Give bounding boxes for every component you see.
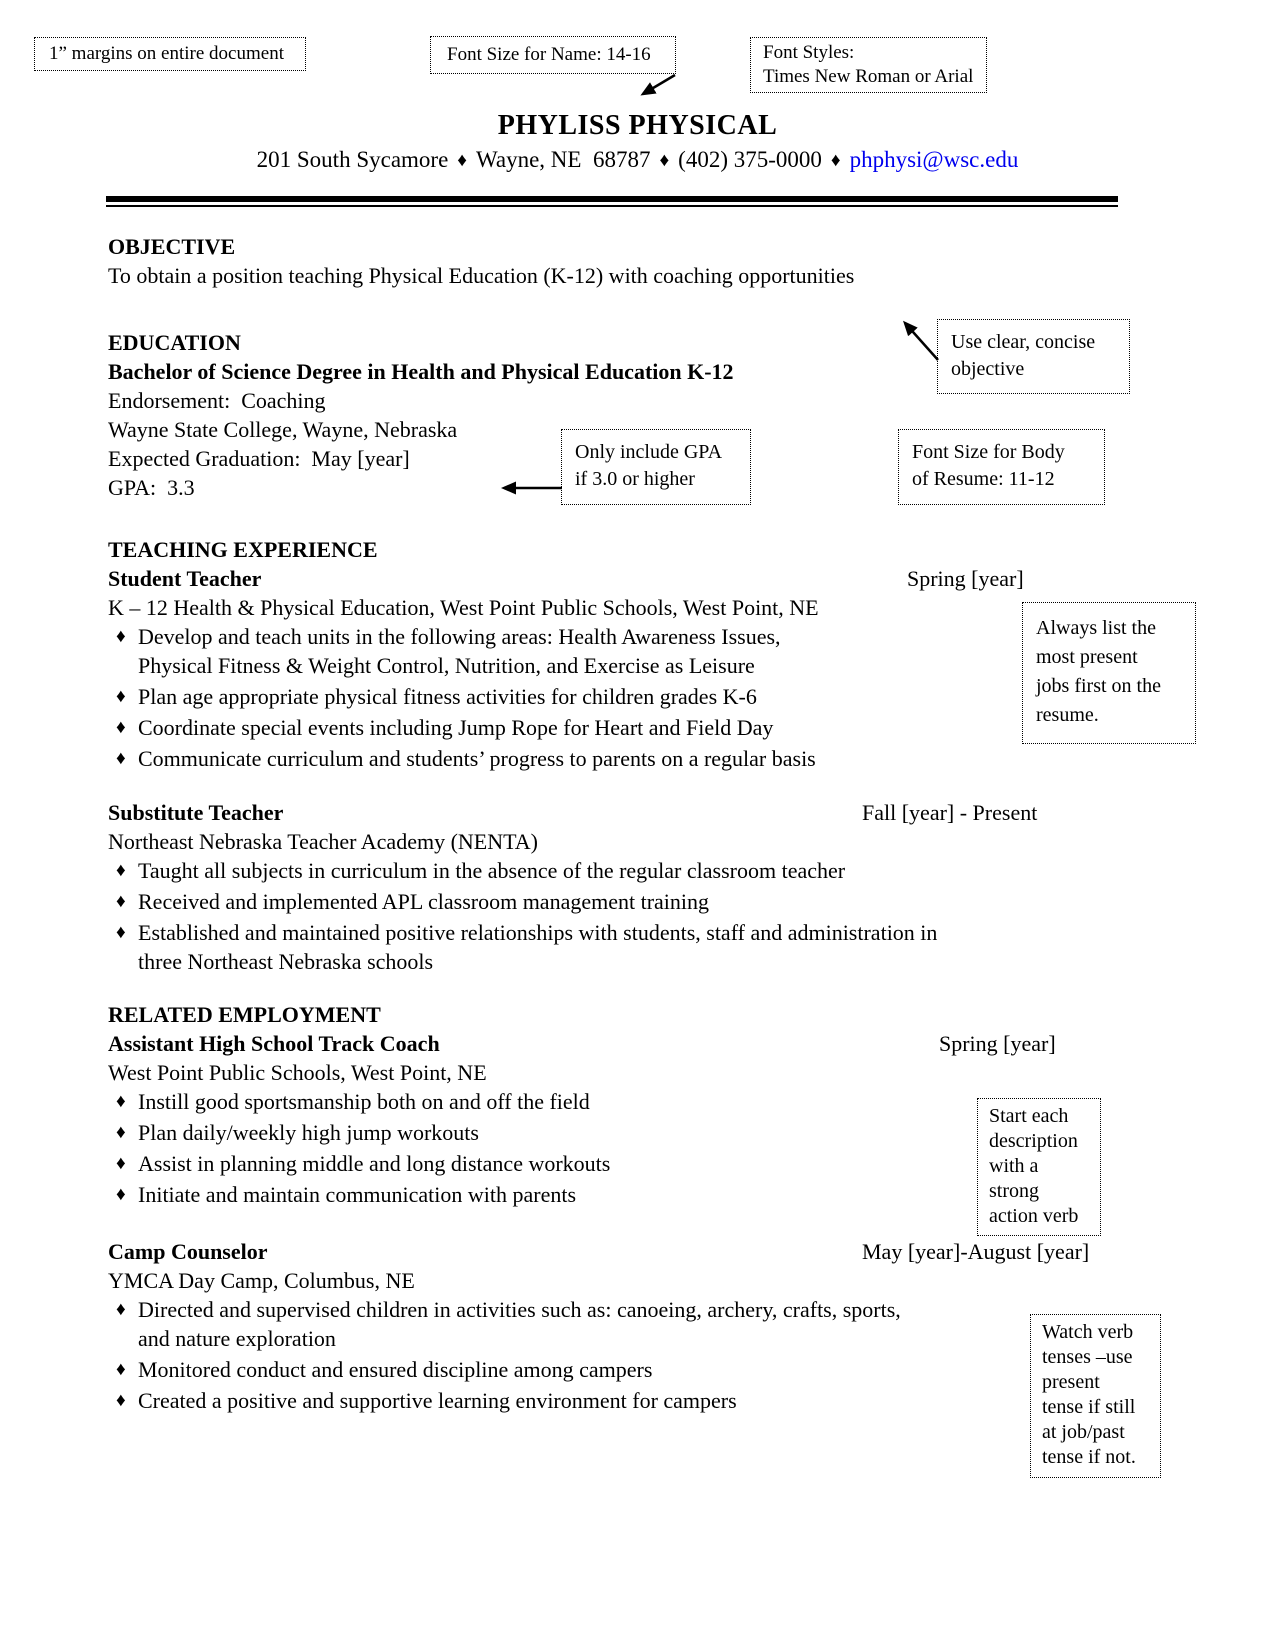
margins-note-box — [34, 37, 306, 71]
job-date: Spring [year] — [939, 1031, 1056, 1056]
bullet-item — [108, 918, 1118, 976]
bullet-text — [138, 744, 1118, 773]
bullet-text — [138, 713, 1118, 742]
bullet-text — [138, 918, 1118, 976]
job-title-row — [108, 798, 1118, 827]
bullet-text — [138, 622, 1118, 680]
diamond-bullet-icon: ♦ — [116, 1299, 126, 1320]
email-link[interactable]: phphysi@wsc.edu — [849, 147, 1019, 172]
bullet-text — [138, 1180, 1118, 1209]
diamond-bullet-icon: ♦ — [116, 1153, 126, 1174]
job-date: May [year]-August [year] — [862, 1239, 1090, 1264]
name-size-arrow-icon — [628, 66, 682, 102]
bullet-line: Plan age appropriate physical fitness activities for children grades K-6 — [138, 684, 757, 709]
diamond-bullet-icon: ♦ — [116, 1390, 126, 1411]
bullet-line: Assist in planning middle and long distance workouts — [138, 1151, 611, 1176]
job-title: Camp Counselor — [108, 1239, 268, 1264]
resume-header — [0, 110, 1275, 173]
bullet-line: Directed and supervised children in activities such as: canoeing, archery, crafts, sports, — [138, 1297, 901, 1322]
bullet-item — [108, 1180, 1118, 1209]
bullet-item — [108, 1386, 1118, 1415]
bullet-line: Initiate and maintain communication with parents — [138, 1182, 577, 1207]
job-org: K – 12 Health & Physical Education, West Point Public Schools, West Point, NE — [108, 595, 819, 620]
action-verb-note-line: description — [989, 1130, 1078, 1152]
degree-text: Bachelor of Science Degree in Health and Physical Education K-12 — [108, 359, 734, 384]
bullet-item — [108, 856, 1118, 885]
verb-tense-note-line: tense if not. — [1042, 1446, 1136, 1468]
section-heading-education: EDUCATION — [108, 330, 241, 355]
header-divider — [106, 196, 1118, 207]
bullet-line: Coordinate special events including Jump Rope for Heart and Field Day — [138, 715, 774, 740]
phone-text: (402) 375-0000 — [678, 147, 822, 172]
bullet-line: Communicate curriculum and students’ progress to parents on a regular basis — [138, 746, 816, 771]
job-title: Assistant High School Track Coach — [108, 1031, 440, 1056]
bullet-text — [138, 1355, 1118, 1384]
bullet-text — [138, 682, 1118, 711]
city-state-zip-text: Wayne, NE 68787 — [476, 147, 651, 172]
bullet-line: Plan daily/weekly high jump workouts — [138, 1120, 479, 1145]
bullet-line: Physical Fitness & Weight Control, Nutrition, and Exercise as Leisure — [138, 653, 755, 678]
diamond-bullet-icon: ♦ — [116, 922, 126, 943]
action-verb-note-line: Start each — [989, 1105, 1069, 1127]
recent-jobs-note-line: most present — [1036, 646, 1138, 668]
diamond-bullet-icon: ♦ — [116, 748, 126, 769]
font-styles-note-line: Times New Roman or Arial — [763, 66, 974, 87]
contact-line — [0, 147, 1275, 173]
verb-tense-note-line: tense if still — [1042, 1396, 1136, 1418]
resume-body — [108, 232, 1118, 1417]
job-org: YMCA Day Camp, Columbus, NE — [108, 1268, 415, 1293]
diamond-bullet-icon: ♦ — [116, 860, 126, 881]
gpa-note-line: Only include GPA — [575, 441, 723, 463]
job-title: Substitute Teacher — [108, 800, 284, 825]
recent-jobs-note-line: resume. — [1036, 704, 1099, 726]
font-styles-note-line: Font Styles: — [763, 42, 855, 63]
name-font-size-note-text: Font Size for Name: 14-16 — [447, 44, 651, 65]
bullet-line: and nature exploration — [138, 1326, 336, 1351]
bullet-item — [108, 1355, 1118, 1384]
objective-note-line: objective — [951, 358, 1025, 380]
bullet-text — [138, 887, 1118, 916]
bullet-item — [108, 1149, 1118, 1178]
verb-tense-note-line: tenses –use — [1042, 1346, 1133, 1368]
bullet-line: Monitored conduct and ensured discipline among campers — [138, 1357, 653, 1382]
verb-tense-note-line: present — [1042, 1371, 1100, 1393]
verb-tense-note-line: Watch verb — [1042, 1321, 1134, 1343]
bullet-line: Created a positive and supportive learning environment for campers — [138, 1388, 737, 1413]
diamond-separator-icon: ♦ — [659, 150, 670, 171]
bullet-text — [138, 1149, 1118, 1178]
bullet-text — [138, 1295, 1118, 1353]
diamond-bullet-icon: ♦ — [116, 1184, 126, 1205]
diamond-bullet-icon: ♦ — [116, 686, 126, 707]
diamond-separator-icon: ♦ — [830, 150, 841, 171]
endorsement-text: Endorsement: Coaching — [108, 388, 326, 413]
bullet-text — [138, 856, 1118, 885]
section-heading-objective: OBJECTIVE — [108, 234, 236, 259]
action-verb-note-line: with a — [989, 1155, 1039, 1177]
diamond-bullet-icon: ♦ — [116, 1122, 126, 1143]
bullet-line: Taught all subjects in curriculum in the absence of the regular classroom teacher — [138, 858, 846, 883]
bullet-item — [108, 713, 1118, 742]
bullet-item — [108, 887, 1118, 916]
diamond-bullet-icon: ♦ — [116, 626, 126, 647]
bullet-item — [108, 744, 1118, 773]
action-verb-note-line: strong — [989, 1180, 1039, 1202]
objective-text: To obtain a position teaching Physical Education (K-12) with coaching opportunities — [108, 263, 855, 288]
bullet-line: Develop and teach units in the following areas: Health Awareness Issues, — [138, 624, 781, 649]
job-title-row — [108, 1237, 1118, 1266]
bullet-text — [138, 1087, 1118, 1116]
recent-jobs-note-line: Always list the — [1036, 617, 1156, 639]
job-title-row — [108, 564, 1118, 593]
address-text: 201 South Sycamore — [256, 147, 449, 172]
job-date: Fall [year] - Present — [862, 800, 1038, 825]
verb-tense-note-line: at job/past — [1042, 1421, 1125, 1443]
graduation-text: Expected Graduation: May [year] — [108, 446, 410, 471]
gpa-note-line: if 3.0 or higher — [575, 468, 695, 490]
bullet-item — [108, 682, 1118, 711]
diamond-bullet-icon: ♦ — [116, 717, 126, 738]
font-styles-note-box — [750, 37, 987, 93]
job-date: Spring [year] — [907, 566, 1024, 591]
diamond-bullet-icon: ♦ — [116, 1091, 126, 1112]
section-heading-teaching-experience: TEACHING EXPERIENCE — [108, 537, 378, 562]
bullet-item — [108, 1087, 1118, 1116]
diamond-bullet-icon: ♦ — [116, 891, 126, 912]
bullet-line: Received and implemented APL classroom management training — [138, 889, 710, 914]
bullet-line: three Northeast Nebraska schools — [138, 949, 434, 974]
section-heading-related-employment: RELATED EMPLOYMENT — [108, 1002, 381, 1027]
diamond-separator-icon: ♦ — [457, 150, 467, 171]
college-text: Wayne State College, Wayne, Nebraska — [108, 417, 458, 442]
margins-note-text: 1” margins on entire document — [49, 43, 284, 64]
job-org: West Point Public Schools, West Point, NE — [108, 1060, 487, 1085]
bullet-text — [138, 1386, 1118, 1415]
job-org: Northeast Nebraska Teacher Academy (NENTA) — [108, 829, 538, 854]
bullet-item — [108, 622, 1118, 680]
gpa-text: GPA: 3.3 — [108, 475, 195, 500]
bullet-item — [108, 1118, 1118, 1147]
recent-jobs-note-line: jobs first on the — [1036, 675, 1161, 697]
job-title: Student Teacher — [108, 566, 262, 591]
body-font-size-note-line: Font Size for Body — [912, 441, 1065, 463]
bullet-line: Instill good sportsmanship both on and off the field — [138, 1089, 590, 1114]
bullet-text — [138, 1118, 1118, 1147]
action-verb-note-line: action verb — [989, 1205, 1079, 1227]
resume-name: PHYLISS PHYSICAL — [497, 110, 778, 141]
body-font-size-note-line: of Resume: 11-12 — [912, 468, 1055, 490]
job-title-row — [108, 1029, 1118, 1058]
bullet-line: Established and maintained positive relationships with students, staff and administration in — [138, 920, 938, 945]
bullet-item — [108, 1295, 1118, 1353]
objective-note-line: Use clear, concise — [951, 331, 1096, 353]
diamond-bullet-icon: ♦ — [116, 1359, 126, 1380]
